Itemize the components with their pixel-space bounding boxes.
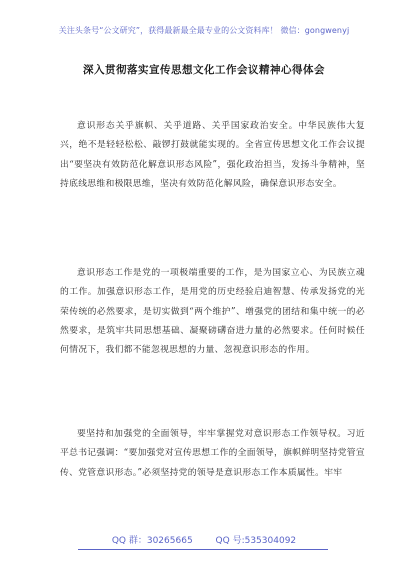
footer-divider <box>78 549 328 550</box>
footer-qq-group: QQ 群：30265665 <box>111 536 193 546</box>
document-title: 深入贯彻落实宣传思想文化工作会议精神心得体会 <box>83 64 325 76</box>
paragraph-2: 意识形态工作是党的一项极端重要的工作，是为国家立心、为民族立魂的工作。加强意识形态工作，是用党的历史经验启迪智慧、传承发扬党的光荣传统的必然要求，是切实做到“两个维护”、增强党的团结和集中统一的必然要求，是筑牢共同思想基础、凝聚磅礴奋进力量的必然要求。任何时候任何情况下，我们都不能忽视思想的力量、忽视意识形态的作用。 <box>60 268 365 356</box>
header-banner: 关注头条号“公文研究”，获得最新最全最专业的公文资料库！ 微信：gongwenyj <box>58 26 350 35</box>
footer-contact <box>0 533 408 546</box>
paragraph-1: 意识形态关乎旗帜、关乎道路、关乎国家政治安全。中华民族伟大复兴，绝不是轻轻松松、敲锣打鼓就能实现的。全省宣传思想文化工作会议提出“要坚决有效防范化解意识形态风险”，强化政治担当，发扬斗争精神，坚持底线思维和极限思维，坚决有效防范化解风险，确保意识形态安全。 <box>60 121 365 189</box>
footer-qq-number: QQ 号:535304092 <box>215 536 297 546</box>
paragraph-3: 要坚持和加强党的全面领导，牢牢掌握党对意识形态工作领导权。习近平总书记强调：“要加强党对宣传思想工作的全面领导，旗帜鲜明坚持党管宣传、党管意识形态。”必须坚持党的领导是意识形态工作本质属性。牢牢 <box>60 429 365 478</box>
